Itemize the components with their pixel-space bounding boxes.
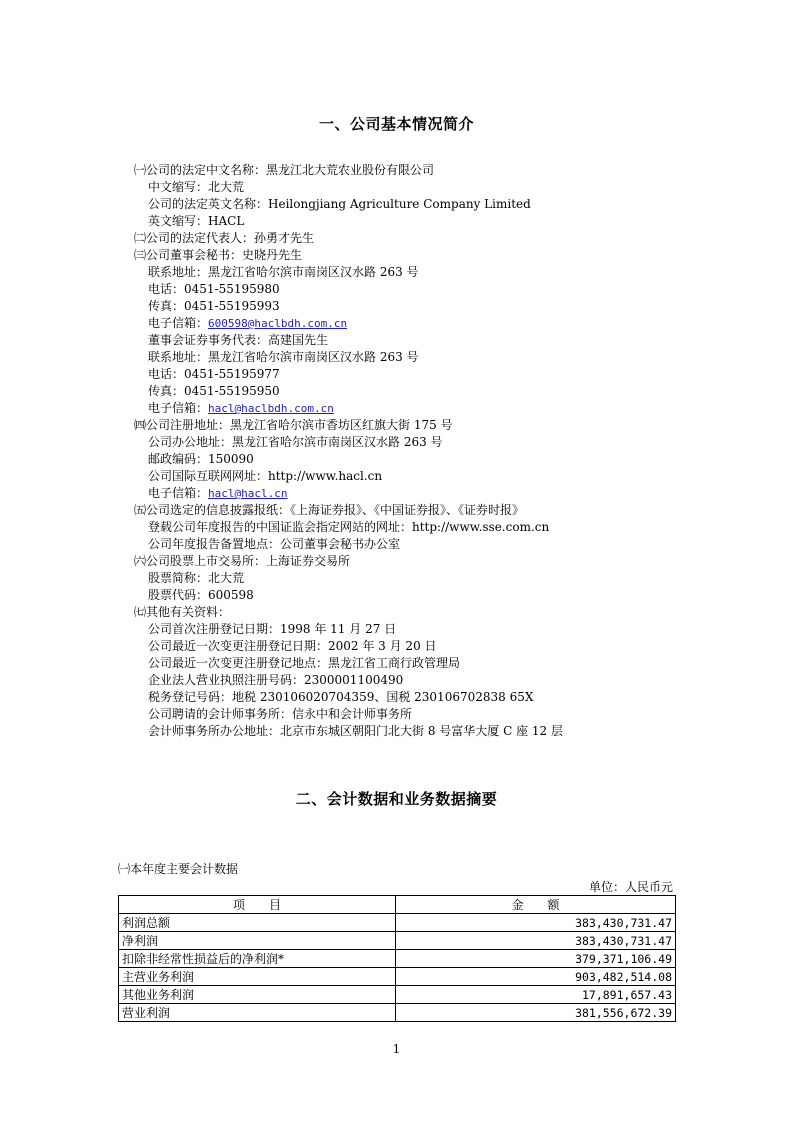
info-line — [134, 621, 734, 638]
email-link[interactable]: hacl@haclbdh.com.cn — [208, 402, 334, 415]
info-line-text: 公司最近一次变更注册登记地点：黑龙江省工商行政管理局 — [148, 656, 461, 670]
info-line — [134, 638, 734, 655]
row-item: 扣除非经常性损益后的净利润* — [119, 950, 396, 968]
accounting-data-table — [118, 895, 676, 1022]
page-number: 1 — [392, 1042, 401, 1056]
email-link[interactable]: 600598@haclbdh.com.cn — [208, 317, 348, 330]
info-line-text: ㈠公司的法定中文名称：黑龙江北大荒农业股份有限公司 — [134, 163, 435, 177]
row-item: 营业利润 — [119, 1004, 396, 1022]
section-1-title: 一、公司基本情况简介 — [318, 115, 474, 133]
info-line — [134, 179, 734, 196]
info-line — [134, 298, 734, 315]
info-line-text: ㈥公司股票上市交易所：上海证券交易所 — [134, 554, 351, 568]
row-amount: 383,430,731.47 — [396, 932, 676, 950]
info-line — [134, 451, 734, 468]
info-line-text: ㈣公司注册地址：黑龙江省哈尔滨市香坊区红旗大街 175 号 — [134, 418, 453, 432]
info-line-text: 税务登记号码：地税 230106020704359、国税 230106702838 65X — [148, 690, 534, 704]
info-line — [134, 162, 734, 179]
row-item: 其他业务利润 — [119, 986, 396, 1004]
info-line-text: ㈡公司的法定代表人：孙勇才先生 — [134, 231, 315, 245]
table-row — [119, 1004, 676, 1022]
info-line-text: ㈦其他有关资料： — [134, 605, 231, 619]
info-line-text: 电话：0451-55195977 — [148, 367, 280, 381]
info-line — [134, 332, 734, 349]
info-line-text: 电子信箱： — [148, 316, 209, 330]
info-line — [134, 536, 734, 553]
info-line — [134, 196, 734, 213]
row-amount: 383,430,731.47 — [396, 914, 676, 932]
info-line — [134, 230, 734, 247]
info-line — [134, 689, 734, 706]
info-line-text: ㈤公司选定的信息披露报纸：《上海证券报》、《中国证券报》、《证券时报》 — [134, 503, 525, 517]
info-line-text: 联系地址：黑龙江省哈尔滨市南岗区汉水路 263 号 — [148, 265, 419, 279]
info-line-text: 公司最近一次变更注册登记日期：2002 年 3 月 20 日 — [148, 639, 437, 653]
info-line — [134, 213, 734, 230]
row-amount: 17,891,657.43 — [396, 986, 676, 1004]
info-line — [134, 281, 734, 298]
email-link[interactable]: hacl@hacl.cn — [208, 487, 288, 500]
table-row — [119, 968, 676, 986]
info-line-text: 董事会证券事务代表：高建国先生 — [148, 333, 329, 347]
row-item: 净利润 — [119, 932, 396, 950]
section-2-title: 二、会计数据和业务数据摘要 — [295, 790, 498, 808]
table-row — [119, 932, 676, 950]
info-line-text: 公司办公地址：黑龙江省哈尔滨市南岗区汉水路 263 号 — [148, 435, 443, 449]
info-line — [134, 264, 734, 281]
row-item: 主营业务利润 — [119, 968, 396, 986]
info-line-text: 邮政编码：150090 — [148, 452, 254, 466]
info-line — [134, 519, 734, 536]
column-header-amount: 金 额 — [396, 896, 676, 914]
table-row — [119, 986, 676, 1004]
info-line-text: 传真：0451-55195993 — [148, 299, 280, 313]
info-line — [134, 349, 734, 366]
info-line-text: 股票代码：600598 — [148, 588, 254, 602]
company-info-list — [134, 162, 734, 740]
info-line-text: 公司的法定英文名称：Heilongjiang Agriculture Company Limited — [148, 197, 531, 211]
info-line — [134, 723, 734, 740]
info-line-text: 电子信箱： — [148, 401, 209, 415]
info-line — [134, 315, 734, 332]
info-line — [134, 366, 734, 383]
info-line-text: 股票简称：北大荒 — [148, 571, 245, 585]
info-line-text: 传真：0451-55195950 — [148, 384, 280, 398]
table-row — [119, 950, 676, 968]
info-line-text: 英文缩写：HACL — [148, 214, 245, 228]
info-line-text: 登载公司年度报告的中国证监会指定网站的网址：http://www.sse.com.cn — [148, 520, 550, 534]
info-line-text: 公司年度报告备置地点：公司董事会秘书办公室 — [148, 537, 401, 551]
row-amount: 903,482,514.08 — [396, 968, 676, 986]
row-item: 利润总额 — [119, 914, 396, 932]
info-line-text: 公司首次注册登记日期：1998 年 11 月 27 日 — [148, 622, 397, 636]
row-amount: 381,556,672.39 — [396, 1004, 676, 1022]
info-line — [134, 434, 734, 451]
table-header-row — [119, 896, 676, 914]
info-line — [134, 417, 734, 434]
info-line-text: 电子信箱： — [148, 486, 209, 500]
info-line — [134, 604, 734, 621]
info-line — [134, 655, 734, 672]
info-line-text: 电话：0451-55195980 — [148, 282, 280, 296]
info-line-text: 会计师事务所办公地址：北京市东城区朝阳门北大街 8 号富华大厦 C 座 12 层 — [148, 724, 563, 738]
info-line — [134, 587, 734, 604]
info-line — [134, 400, 734, 417]
info-line — [134, 383, 734, 400]
subsection-title: ㈠本年度主要会计数据 — [118, 862, 239, 876]
info-line — [134, 553, 734, 570]
info-line-text: ㈢公司董事会秘书：史晓丹先生 — [134, 248, 303, 262]
info-line-text: 公司聘请的会计师事务所：信永中和会计师事务所 — [148, 707, 413, 721]
column-header-item: 项 目 — [119, 896, 396, 914]
table-row — [119, 914, 676, 932]
info-line — [134, 468, 734, 485]
row-amount: 379,371,106.49 — [396, 950, 676, 968]
info-line — [134, 502, 734, 519]
info-line-text: 企业法人营业执照注册号码：2300001100490 — [148, 673, 404, 687]
info-line — [134, 672, 734, 689]
info-line — [134, 247, 734, 264]
info-line — [134, 570, 734, 587]
info-line-text: 公司国际互联网网址：http://www.hacl.cn — [148, 469, 383, 483]
info-line-text: 中文缩写：北大荒 — [148, 180, 245, 194]
unit-label: 单位：人民币元 — [588, 880, 673, 894]
info-line — [134, 706, 734, 723]
info-line — [134, 485, 734, 502]
info-line-text: 联系地址：黑龙江省哈尔滨市南岗区汉水路 263 号 — [148, 350, 419, 364]
